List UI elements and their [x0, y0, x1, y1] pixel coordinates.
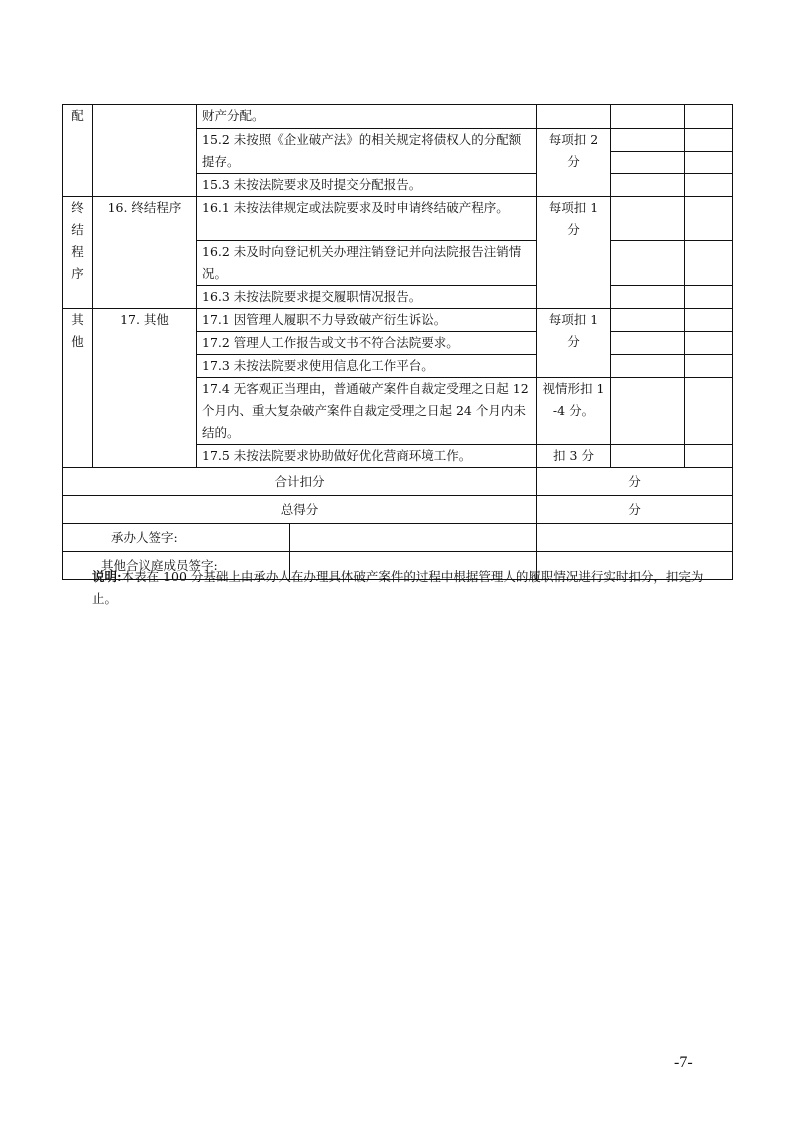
deduction-cell [611, 241, 685, 286]
page-number: -7- [674, 1054, 693, 1071]
category-cell: 终结程序 [63, 197, 93, 309]
points-cell [537, 105, 611, 129]
total-score-row [63, 496, 733, 524]
criterion-cell: 16.2 未及时向登记机关办理注销登记并向法院报告注销情况。 [197, 241, 537, 286]
deduction-cell [611, 129, 685, 152]
remark-cell [685, 174, 733, 197]
handler-signature-field[interactable] [290, 524, 536, 551]
category-cell: 配 [63, 105, 93, 197]
remark-cell [685, 378, 733, 445]
criterion-cell: 16.3 未按法院要求提交履职情况报告。 [197, 286, 537, 309]
remark-cell [685, 105, 733, 129]
criterion-cell: 17.5 未按法院要求协助做好优化营商环境工作。 [197, 445, 537, 468]
remark-cell [685, 332, 733, 355]
remark-cell [685, 286, 733, 309]
handler-signature-cell [63, 524, 537, 552]
remark-cell [685, 241, 733, 286]
item-cell: 16. 终结程序 [93, 197, 197, 309]
deduction-cell [611, 378, 685, 445]
criterion-cell: 财产分配。 [197, 105, 537, 129]
table-row [63, 197, 733, 241]
deduction-cell [611, 105, 685, 129]
signature-row [63, 524, 733, 552]
remark-cell [685, 151, 733, 174]
total-deduction-value: 分 [537, 468, 733, 496]
points-cell: 视情形扣 1-4 分。 [537, 378, 611, 445]
item-cell: 17. 其他 [93, 309, 197, 468]
remark-cell [685, 197, 733, 241]
deduction-cell [611, 445, 685, 468]
deduction-cell [611, 355, 685, 378]
remark-cell [685, 355, 733, 378]
note-paragraph [92, 566, 712, 610]
deduction-cell [611, 151, 685, 174]
criterion-cell: 17.3 未按法院要求使用信息化工作平台。 [197, 355, 537, 378]
criterion-cell: 17.2 管理人工作报告或文书不符合法院要求。 [197, 332, 537, 355]
total-score-value: 分 [537, 496, 733, 524]
points-cell: 每项扣 1 分 [537, 197, 611, 309]
note-label: 说明: [92, 569, 122, 584]
evaluation-table [62, 104, 733, 580]
total-score-label: 总得分 [63, 496, 537, 524]
points-cell: 每项扣 1 分 [537, 309, 611, 378]
handler-signature-label: 承办人签字: [63, 524, 290, 551]
note-text: 本表在 100 分基础上由承办人在办理具体破产案件的过程中根据管理人的履职情况进行实时扣分，扣完为止。 [92, 569, 704, 606]
handler-signature-field-cont[interactable] [537, 524, 733, 552]
criterion-cell: 15.2 未按照《企业破产法》的相关规定将债权人的分配额提存。 [197, 129, 537, 174]
category-cell: 其他 [63, 309, 93, 468]
total-deduction-row [63, 468, 733, 496]
total-deduction-label: 合计扣分 [63, 468, 537, 496]
members-signature-label: 其他合议庭成员签字: [63, 552, 290, 579]
deduction-cell [611, 309, 685, 332]
remark-cell [685, 129, 733, 152]
criterion-cell: 15.3 未按法院要求及时提交分配报告。 [197, 174, 537, 197]
deduction-cell [611, 332, 685, 355]
deduction-cell [611, 197, 685, 241]
item-cell [93, 105, 197, 197]
table-row [63, 309, 733, 332]
criterion-cell: 16.1 未按法律规定或法院要求及时申请终结破产程序。 [197, 197, 537, 241]
criterion-cell: 17.4 无客观正当理由，普通破产案件自裁定受理之日起 12 个月内、重大复杂破产案件自裁定受理之日起 24 个月内未结的。 [197, 378, 537, 445]
points-cell: 扣 3 分 [537, 445, 611, 468]
remark-cell [685, 445, 733, 468]
points-cell: 每项扣 2 分 [537, 129, 611, 197]
deduction-cell [611, 174, 685, 197]
remark-cell [685, 309, 733, 332]
deduction-cell [611, 286, 685, 309]
criterion-cell: 17.1 因管理人履职不力导致破产衍生诉讼。 [197, 309, 537, 332]
table-row [63, 105, 733, 129]
